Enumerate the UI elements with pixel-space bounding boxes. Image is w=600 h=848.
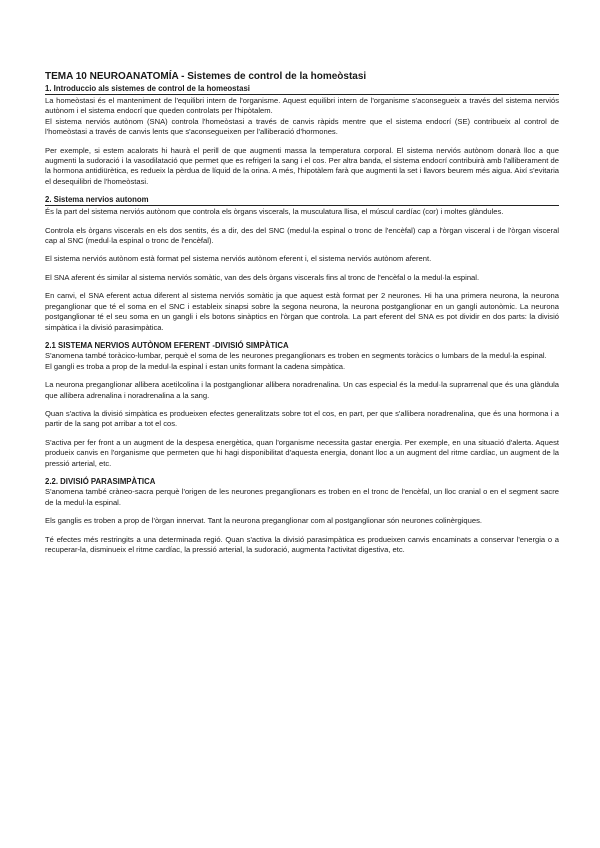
- section-2-1-paragraph-1b: El gangli es troba a prop de la medul·la espinal i estan units formant la cadena simpàtica.: [45, 361, 346, 371]
- title-subtitle: Sistemes de control de la homeòstasi: [184, 71, 367, 82]
- section-2-heading-text: 2. Sistema nervios autonom: [45, 195, 149, 205]
- section-2-paragraph-3: El sistema nerviós autònom està format pel sistema nerviós autònom eferent i, el sistema nerviós autònom aferent.: [45, 254, 432, 264]
- section-2-paragraph-1: És la part del sistema nerviós autònom que controla els òrgans viscerals, la musculatura llisa, el múscul cardíac (cor) i moltes glàndules.: [45, 207, 504, 217]
- section-2-2-paragraph-3: Té efectes més restringits a una determinada regió. Quan s'activa la divisió parasimpàtica es produeixen canvis encaminats a conservar l'energia o a recuperar-la, disminueix el ritme cardíac, la pressió arterial, la sudoració, augmenta l'activitat digestiva, etc.: [45, 534, 559, 554]
- section-1-heading: [45, 84, 559, 95]
- section-2-1-paragraph-4: S'activa per fer front a un augment de la despesa energètica, quan l'organisme necessita gastar energia. Per exemple, en una situació d'alerta. Aquest produeix canvis en l'organisme que permeten que hi hagi disponibilitat d'aquesta energia, donant lloc a un augment del ritme cardíac, un augment de la pressió arterial, etc.: [45, 437, 559, 468]
- section-2-2-paragraph-1: S'anomena també cràneo-sacra perquè l'origen de les neurones preganglionars es troben en el tronc de l'encèfal, un lloc cranial o en el segment sacre de la medul·la espinal.: [45, 487, 559, 507]
- section-2-heading: [45, 195, 559, 206]
- section-2-1-paragraph-2: La neurona preganglionar allibera acetilcolina i la postganglionar allibera noradrenalina. Un cas especial és la medul·la suprarrenal que és una glàndula que allibera adrenalina i noradrenalina a la sang.: [45, 380, 559, 400]
- section-1-paragraph-3: Per exemple, si estem acalorats hi haurà el perill de que augmenti massa la temperatura corporal. El sistema nerviós autònom donarà lloc a que augmenti la sudoració i la vasodilatació que permet que es refrigeri la sang i el cos. Per altra banda, el sistema endocrí contribuirà amb l'alliberament de la hormona antidiürètica, es redueix la pèrdua de líquid de la orina. A més, l'hipotàlem farà que augmenti la set i llavors beurem més aigua. Així s'evitaria el desequilibri de l'homeòstasi.: [45, 145, 559, 186]
- section-2-2-paragraph-2: Els ganglis es troben a prop de l'òrgan innervat. Tant la neurona preganglionar com al postganglionar són neurones colinèrgiques.: [45, 516, 482, 526]
- section-2-1-paragraph-1a: S'anomena també toràcico-lumbar, perquè el soma de les neurones preganglionars es troben en segments toràcics o lumbars de la medul·la espinal.: [45, 351, 547, 361]
- section-2-paragraph-5: En canvi, el SNA eferent actua diferent al sistema nerviós somàtic ja que aquest està format per 2 neurones. Hi ha una primera neurona, la neurona preganglionar que té el soma en el SNC i estableix sinapsi sobre la segona neurona, la neurona postganglionar en un gangli autonòmic. La neurona postganglionar té el seu soma en un gangli i els botons sinàptics en l'òrgan que controla. La part eferent del SNA es pot dividir en dos parts: la divisió simpàtica i la divisió parasimpàtica.: [45, 291, 559, 332]
- document-page: [45, 70, 559, 555]
- section-2-1-paragraph-3: Quan s'activa la divisió simpàtica es produeixen efectes generalitzats sobre tot el cos, en part, per que s'allibera noradrenalina, que és una hormona i a partir de la sang pot arribar a tot el cos.: [45, 408, 559, 429]
- document-title: [45, 70, 559, 83]
- section-2-2-heading: 2.2. DIVISIÓ PARASIMPÀTICA: [45, 476, 156, 486]
- section-1-paragraph-2: El sistema nerviós autònom (SNA) controla l'homeòstasi a través de canvis ràpids mentre que el sistema endocrí (SE) contribueix al control de l'homeòstasi a través de canvis lents que s'aconsegueixen per l'alliberació d'hormones.: [45, 116, 559, 137]
- section-2-1-heading: 2.1 SISTEMA NERVIOS AUTÒNOM EFERENT -DIVISIÓ SIMPÀTICA: [45, 340, 289, 350]
- title-main: TEMA 10 NEUROANATOMÍA -: [45, 71, 185, 82]
- section-2-paragraph-2: Controla els òrgans viscerals en els dos sentits, és a dir, des del SNC (medul·la espinal o tronc de l'encèfal) cap a l'òrgan visceral i de l'òrgan visceral cap al SNC (medul·la espinal o tronc de l'encèfal).: [45, 225, 559, 246]
- section-1-paragraph-1: La homeòstasi és el manteniment de l'equilibri intern de l'organisme. Aquest equilibri intern de l'organisme s'aconsegueix a través del sistema nerviós autònom i el sistema endocrí que queden controlats per l'hipòtalem.: [45, 96, 559, 116]
- section-2-paragraph-4: El SNA aferent és similar al sistema nerviós somàtic, van des dels òrgans viscerals fins al tronc de l'encèfal o la medul·la espinal.: [45, 272, 480, 282]
- section-1-heading-text: 1. Introduccio als sistemes de control de la homeostasi: [45, 84, 250, 93]
